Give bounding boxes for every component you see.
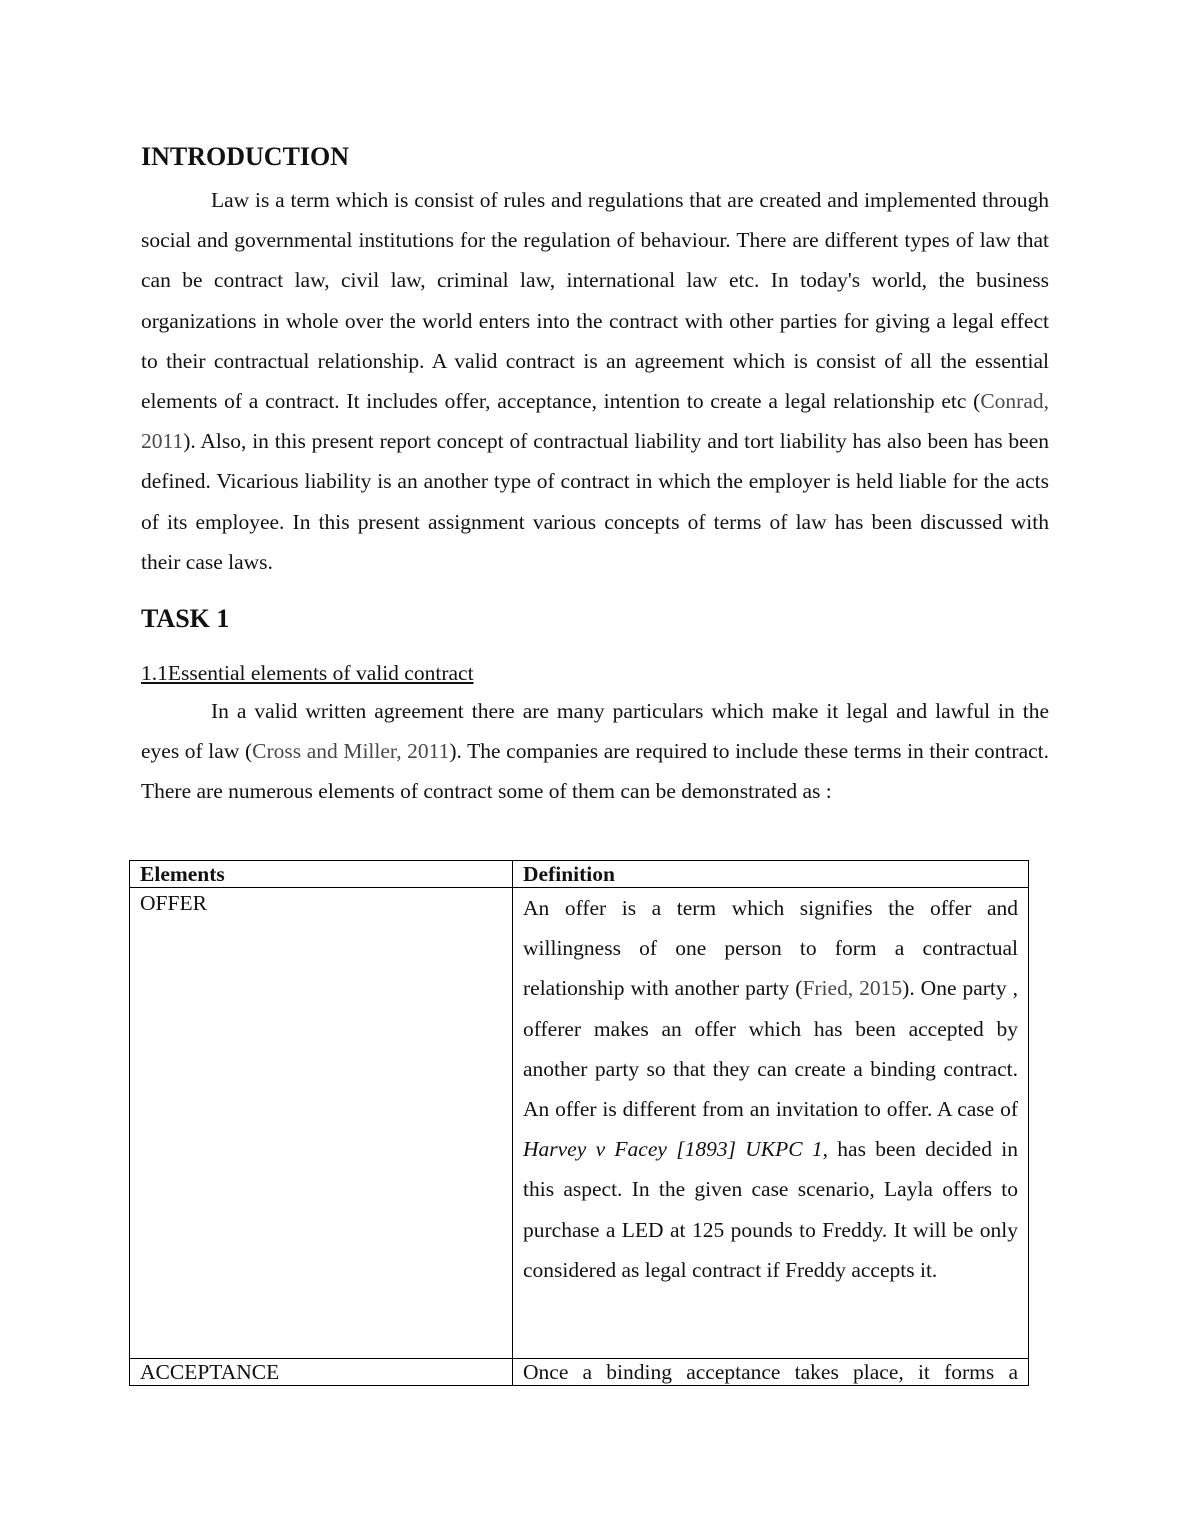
task1-text-part2: ). The companies are required to include these terms in their contract. There are numerous elements of contract some of them can be demonstrated as : [141,739,1049,804]
task1-heading: TASK 1 [141,604,230,634]
offer-case-name: Harvey v Facey [1893] UKPC 1 [523,1137,823,1162]
table-header-row [130,861,1029,888]
header-definition: Definition [513,861,1029,888]
offer-citation: Fried, 2015 [802,976,903,1001]
definition-acceptance: Once a binding acceptance takes place, it forms a [513,1359,1029,1386]
document-page [141,140,1049,812]
offer-def-part2: ). One party , offerer makes an offer which has been accepted by another party so that they can create a binding contract. An offer is different from an invitation to offer. A case of [523,976,1018,1122]
task1-text-part1: In a valid written agreement there are many particulars which make it legal and lawful in the eyes of law ( [141,699,1049,764]
task1-paragraph [141,691,1049,812]
introduction-heading: INTRODUCTION [141,142,350,171]
offer-def-part3: , has been decided in this aspect. In the given case scenario, Layla offers to purchase a LED at 125 pounds to Freddy. It will be only considered as legal contract if Freddy accepts it. [523,1137,1018,1282]
elements-table [129,860,1029,1386]
intro-text-part1: Law is a term which is consist of rules and regulations that are created and implemented through social and governmental institutions for the regulation of behaviour. There are different types of law that can be contract law, civil law, criminal law, international law etc. In today's world, the business organizations in whole over the world enters into the contract with other parties for giving a legal effect to their contractual relationship. A valid contract is an agreement which is consist of all the essential elements of a contract. It includes offer, acceptance, intention to create a legal relationship etc ( [141,188,1049,414]
section-1-1-subheading: 1.1Essential elements of valid contract [141,661,474,686]
definition-offer [513,888,1029,1359]
task1-citation: Cross and Miller, 2011 [252,739,450,764]
element-acceptance: ACCEPTANCE [130,1359,513,1386]
table-row-acceptance [130,1359,1029,1386]
element-offer: OFFER [130,888,513,1359]
intro-citation: Conrad, 2011 [141,389,1049,454]
table-row-offer [130,888,1029,1359]
intro-text-part2: ). Also, in this present report concept of contractual liability and tort liability has also been has been defined. Vicarious liability is an another type of contract in which the employer is held liable for the acts of its employee. In this present assignment various concepts of terms of law has been discussed with their case laws. [141,429,1049,574]
offer-def-part1: An offer is a term which signifies the offer and willingness of one person to form a contractual relationship with another party ( [523,896,1018,1001]
introduction-paragraph [141,180,1049,582]
header-elements: Elements [130,861,513,888]
